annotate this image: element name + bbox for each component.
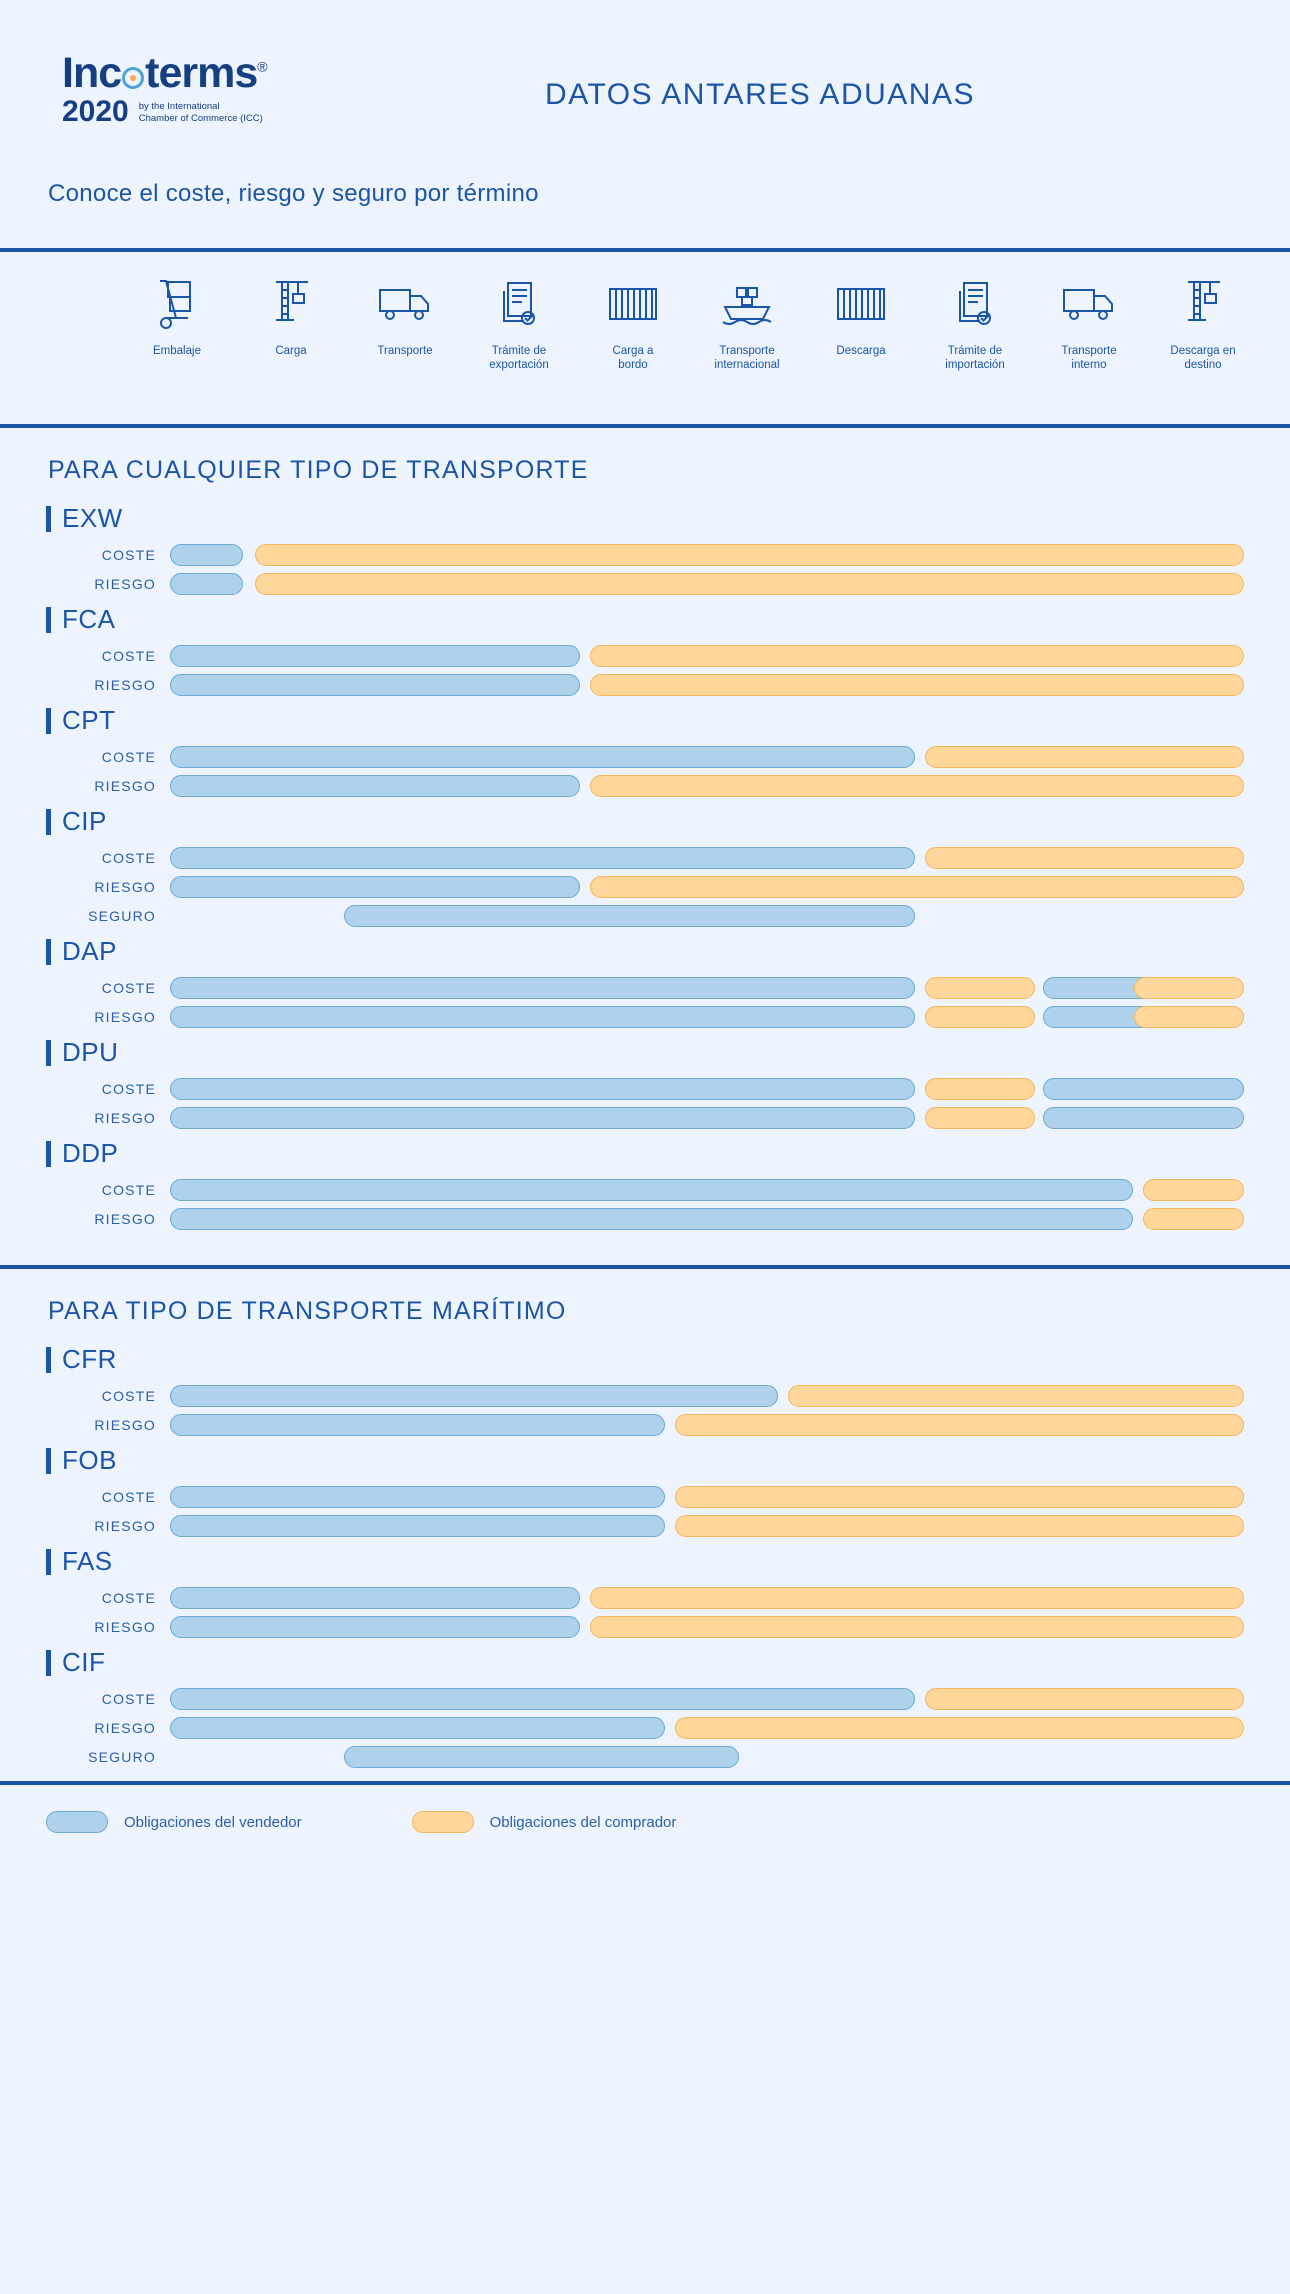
term-header: [46, 1138, 1290, 1169]
row-label: COSTE: [101, 1488, 156, 1505]
term-accent-bar: [46, 1347, 51, 1373]
term-name: CPT: [62, 705, 116, 735]
bar-segment-seller: [170, 674, 580, 696]
logo-icc-line1: by the International: [138, 101, 220, 113]
term-header: [46, 936, 1290, 967]
term-block-ddp: [0, 1138, 1290, 1233]
term-accent-bar: [46, 939, 51, 965]
row-track: [170, 1414, 1244, 1436]
term-header: [46, 705, 1290, 736]
stage-label: Transporte internacional: [714, 345, 780, 372]
term-row: [46, 1713, 1290, 1742]
term-row: [46, 1175, 1290, 1204]
row-label: COSTE: [101, 748, 156, 765]
stage-5: [576, 270, 690, 373]
bar-segment-seller: [170, 1107, 915, 1129]
bar-segment-seller: [170, 1515, 665, 1537]
page-tagline: Conoce el coste, riesgo y seguro por término: [48, 180, 539, 207]
term-block-dap: [0, 936, 1290, 1031]
bar-segment-seller: [170, 977, 915, 999]
row-label: RIESGO: [94, 1517, 156, 1534]
bar-segment-buyer: [590, 876, 1244, 898]
row-track: [170, 1746, 1244, 1768]
term-row: [46, 843, 1290, 872]
term-name: FAS: [62, 1546, 113, 1576]
term-row: [46, 1511, 1290, 1540]
logo-year: 2020: [62, 95, 129, 128]
row-track: [170, 1107, 1244, 1129]
row-label: RIESGO: [94, 1008, 156, 1025]
term-block-cip: [0, 806, 1290, 930]
bar-segment-buyer: [925, 1688, 1244, 1710]
row-label: SEGURO: [88, 907, 156, 924]
stage-label: Trámite de importación: [945, 345, 1005, 372]
term-row: [46, 1612, 1290, 1641]
row-label: COSTE: [101, 546, 156, 563]
term-header: [46, 1344, 1290, 1375]
term-header: [46, 1037, 1290, 1068]
row-track: [170, 1208, 1244, 1230]
term-name: FOB: [62, 1445, 117, 1475]
bar-segment-seller: [170, 1587, 580, 1609]
logo-wordmark-post: terms: [145, 49, 258, 97]
bar-segment-buyer: [1143, 1208, 1244, 1230]
row-label: RIESGO: [94, 575, 156, 592]
bar-segment-buyer: [925, 1107, 1035, 1129]
section-2: [0, 1269, 1290, 1781]
row-track: [170, 1078, 1244, 1100]
bar-segment-seller: [170, 1208, 1133, 1230]
term-header: [46, 604, 1290, 635]
bar-segment-buyer: [925, 1078, 1035, 1100]
bar-segment-seller: [170, 876, 580, 898]
term-block-cpt: [0, 705, 1290, 800]
row-label: COSTE: [101, 1589, 156, 1606]
row-label: SEGURO: [88, 1748, 156, 1765]
container-icon: [804, 270, 918, 338]
sections-root: [0, 428, 1290, 1781]
row-label: COSTE: [101, 1690, 156, 1707]
term-row: [46, 1684, 1290, 1713]
document-icon: [918, 270, 1032, 338]
row-track: [170, 905, 1244, 927]
term-row: [46, 1074, 1290, 1103]
term-name: DDP: [62, 1138, 119, 1168]
bar-segment-seller: [170, 1717, 665, 1739]
term-row: [46, 641, 1290, 670]
row-label: COSTE: [101, 849, 156, 866]
stage-3: [348, 270, 462, 358]
term-name: FCA: [62, 604, 116, 634]
bar-segment-seller: [344, 1746, 739, 1768]
term-accent-bar: [46, 607, 51, 633]
bar-segment-seller: [170, 1688, 915, 1710]
stage-label: Carga: [275, 345, 307, 357]
term-name: DPU: [62, 1037, 119, 1067]
row-track: [170, 977, 1244, 999]
row-track: [170, 1006, 1244, 1028]
stage-label: Carga a bordo: [612, 345, 654, 372]
stage-9: [1032, 270, 1146, 373]
row-label: RIESGO: [94, 1210, 156, 1227]
term-row: [46, 1583, 1290, 1612]
term-block-cfr: [0, 1344, 1290, 1439]
bar-segment-seller: [170, 1385, 778, 1407]
row-track: [170, 1688, 1244, 1710]
term-block-cif: [0, 1647, 1290, 1771]
page-title: DATOS ANTARES ADUANAS: [545, 78, 975, 111]
term-block-dpu: [0, 1037, 1290, 1132]
bar-segment-buyer: [590, 1616, 1244, 1638]
row-label: COSTE: [101, 1181, 156, 1198]
page-header: [0, 0, 1290, 248]
logo-icc-line2: Chamber of Commerce (ICC): [138, 113, 263, 125]
row-track: [170, 544, 1244, 566]
bar-segment-buyer: [1143, 1179, 1244, 1201]
term-name: CIP: [62, 806, 107, 836]
stage-label: Trámite de exportación: [489, 345, 549, 372]
term-row: [46, 1002, 1290, 1031]
bar-segment-buyer: [675, 1515, 1244, 1537]
legend-swatch-buyer: [412, 1811, 474, 1833]
bar-segment-buyer: [675, 1717, 1244, 1739]
section-1: [0, 428, 1290, 1243]
term-row: [46, 670, 1290, 699]
section-title: PARA CUALQUIER TIPO DE TRANSPORTE: [48, 456, 589, 484]
logo-wordmark-pre: Inc: [62, 49, 122, 97]
bar-segment-buyer: [925, 746, 1244, 768]
legend-label: Obligaciones del comprador: [489, 1813, 677, 1831]
term-accent-bar: [46, 1549, 51, 1575]
row-track: [170, 1486, 1244, 1508]
term-row: [46, 1381, 1290, 1410]
row-label: RIESGO: [94, 1416, 156, 1433]
row-track: [170, 1515, 1244, 1537]
bar-segment-buyer: [590, 674, 1244, 696]
bar-segment-buyer: [590, 775, 1244, 797]
term-row: [46, 1742, 1290, 1771]
term-row: [46, 872, 1290, 901]
term-row: [46, 742, 1290, 771]
row-track: [170, 645, 1244, 667]
truck-icon: [1032, 270, 1146, 338]
bar-segment-buyer: [675, 1486, 1244, 1508]
row-track: [170, 674, 1244, 696]
row-track: [170, 573, 1244, 595]
bar-segment-seller: [1043, 1078, 1244, 1100]
row-track: [170, 1616, 1244, 1638]
row-label: COSTE: [101, 647, 156, 664]
bar-segment-seller: [170, 544, 243, 566]
term-accent-bar: [46, 1448, 51, 1474]
bar-segment-seller: [170, 1414, 665, 1436]
container-icon: [576, 270, 690, 338]
term-accent-bar: [46, 809, 51, 835]
stage-4: [462, 270, 576, 373]
term-block-fob: [0, 1445, 1290, 1540]
stage-1: [120, 270, 234, 358]
ship-icon: [690, 270, 804, 338]
bar-segment-buyer: [255, 573, 1244, 595]
term-name: DAP: [62, 936, 117, 966]
row-track: [170, 1587, 1244, 1609]
bar-segment-buyer: [788, 1385, 1244, 1407]
stage-10: [1146, 270, 1260, 373]
term-header: [46, 1445, 1290, 1476]
bar-segment-seller: [1043, 1107, 1244, 1129]
stage-label: Descarga en destino: [1170, 345, 1236, 372]
row-label: RIESGO: [94, 1719, 156, 1736]
row-label: RIESGO: [94, 1109, 156, 1126]
term-accent-bar: [46, 1650, 51, 1676]
stage-label: Transporte: [377, 345, 433, 357]
bar-segment-buyer: [925, 1006, 1035, 1028]
row-track: [170, 847, 1244, 869]
row-track: [170, 1385, 1244, 1407]
crane-icon: [1146, 270, 1260, 338]
bar-segment-seller: [170, 573, 243, 595]
bar-segment-seller: [170, 1006, 915, 1028]
stage-label: Embalaje: [153, 345, 201, 357]
bar-segment-seller: [170, 746, 915, 768]
logo-registered-mark: ®: [257, 58, 267, 75]
term-block-fas: [0, 1546, 1290, 1641]
bar-segment-buyer: [590, 645, 1244, 667]
term-row: [46, 569, 1290, 598]
bar-segment-buyer: [925, 977, 1035, 999]
term-row: [46, 1410, 1290, 1439]
bar-segment-buyer: [1134, 1006, 1244, 1028]
term-header: [46, 1647, 1290, 1678]
bar-segment-seller: [170, 775, 580, 797]
row-label: RIESGO: [94, 676, 156, 693]
term-accent-bar: [46, 708, 51, 734]
term-row: [46, 1482, 1290, 1511]
bar-segment-seller: [170, 1078, 915, 1100]
bar-segment-buyer: [255, 544, 1244, 566]
row-label: COSTE: [101, 1387, 156, 1404]
stage-label: Transporte interno: [1061, 345, 1117, 372]
legend-label: Obligaciones del vendedor: [124, 1813, 302, 1831]
section-title: PARA TIPO DE TRANSPORTE MARÍTIMO: [48, 1297, 567, 1325]
bar-segment-seller: [344, 905, 915, 927]
term-row: [46, 771, 1290, 800]
legend-item-buyer: [412, 1811, 677, 1833]
stage-6: [690, 270, 804, 373]
term-row: [46, 1204, 1290, 1233]
stage-7: [804, 270, 918, 358]
row-label: RIESGO: [94, 777, 156, 794]
row-label: COSTE: [101, 979, 156, 996]
stage-2: [234, 270, 348, 358]
bar-segment-seller: [170, 847, 915, 869]
stage-8: [918, 270, 1032, 373]
legend-swatch-seller: [46, 1811, 108, 1833]
term-name: CIF: [62, 1647, 106, 1677]
legend: [0, 1785, 1290, 1833]
term-block-exw: [0, 503, 1290, 598]
term-row: [46, 973, 1290, 1002]
term-row: [46, 901, 1290, 930]
bar-segment-seller: [170, 1616, 580, 1638]
term-header: [46, 1546, 1290, 1577]
row-track: [170, 746, 1244, 768]
crane-icon: [234, 270, 348, 338]
bar-segment-buyer: [675, 1414, 1244, 1436]
stage-label: Descarga: [836, 345, 886, 357]
bar-segment-seller: [170, 1179, 1133, 1201]
bar-segment-buyer: [925, 847, 1244, 869]
term-row: [46, 540, 1290, 569]
bar-segment-seller: [170, 1486, 665, 1508]
legend-item-seller: [46, 1811, 302, 1833]
row-track: [170, 1717, 1244, 1739]
term-name: EXW: [62, 503, 123, 533]
hand-truck-icon: [120, 270, 234, 338]
bar-segment-buyer: [1134, 977, 1244, 999]
term-row: [46, 1103, 1290, 1132]
term-accent-bar: [46, 1141, 51, 1167]
term-accent-bar: [46, 506, 51, 532]
stages-strip: [0, 252, 1290, 424]
term-accent-bar: [46, 1040, 51, 1066]
term-name: CFR: [62, 1344, 117, 1374]
term-header: [46, 806, 1290, 837]
truck-icon: [348, 270, 462, 338]
bar-segment-buyer: [590, 1587, 1244, 1609]
row-label: RIESGO: [94, 878, 156, 895]
row-track: [170, 1179, 1244, 1201]
bar-segment-seller: [170, 645, 580, 667]
document-icon: [462, 270, 576, 338]
row-label: COSTE: [101, 1080, 156, 1097]
term-header: [46, 503, 1290, 534]
row-track: [170, 775, 1244, 797]
row-label: RIESGO: [94, 1618, 156, 1635]
row-track: [170, 876, 1244, 898]
term-block-fca: [0, 604, 1290, 699]
